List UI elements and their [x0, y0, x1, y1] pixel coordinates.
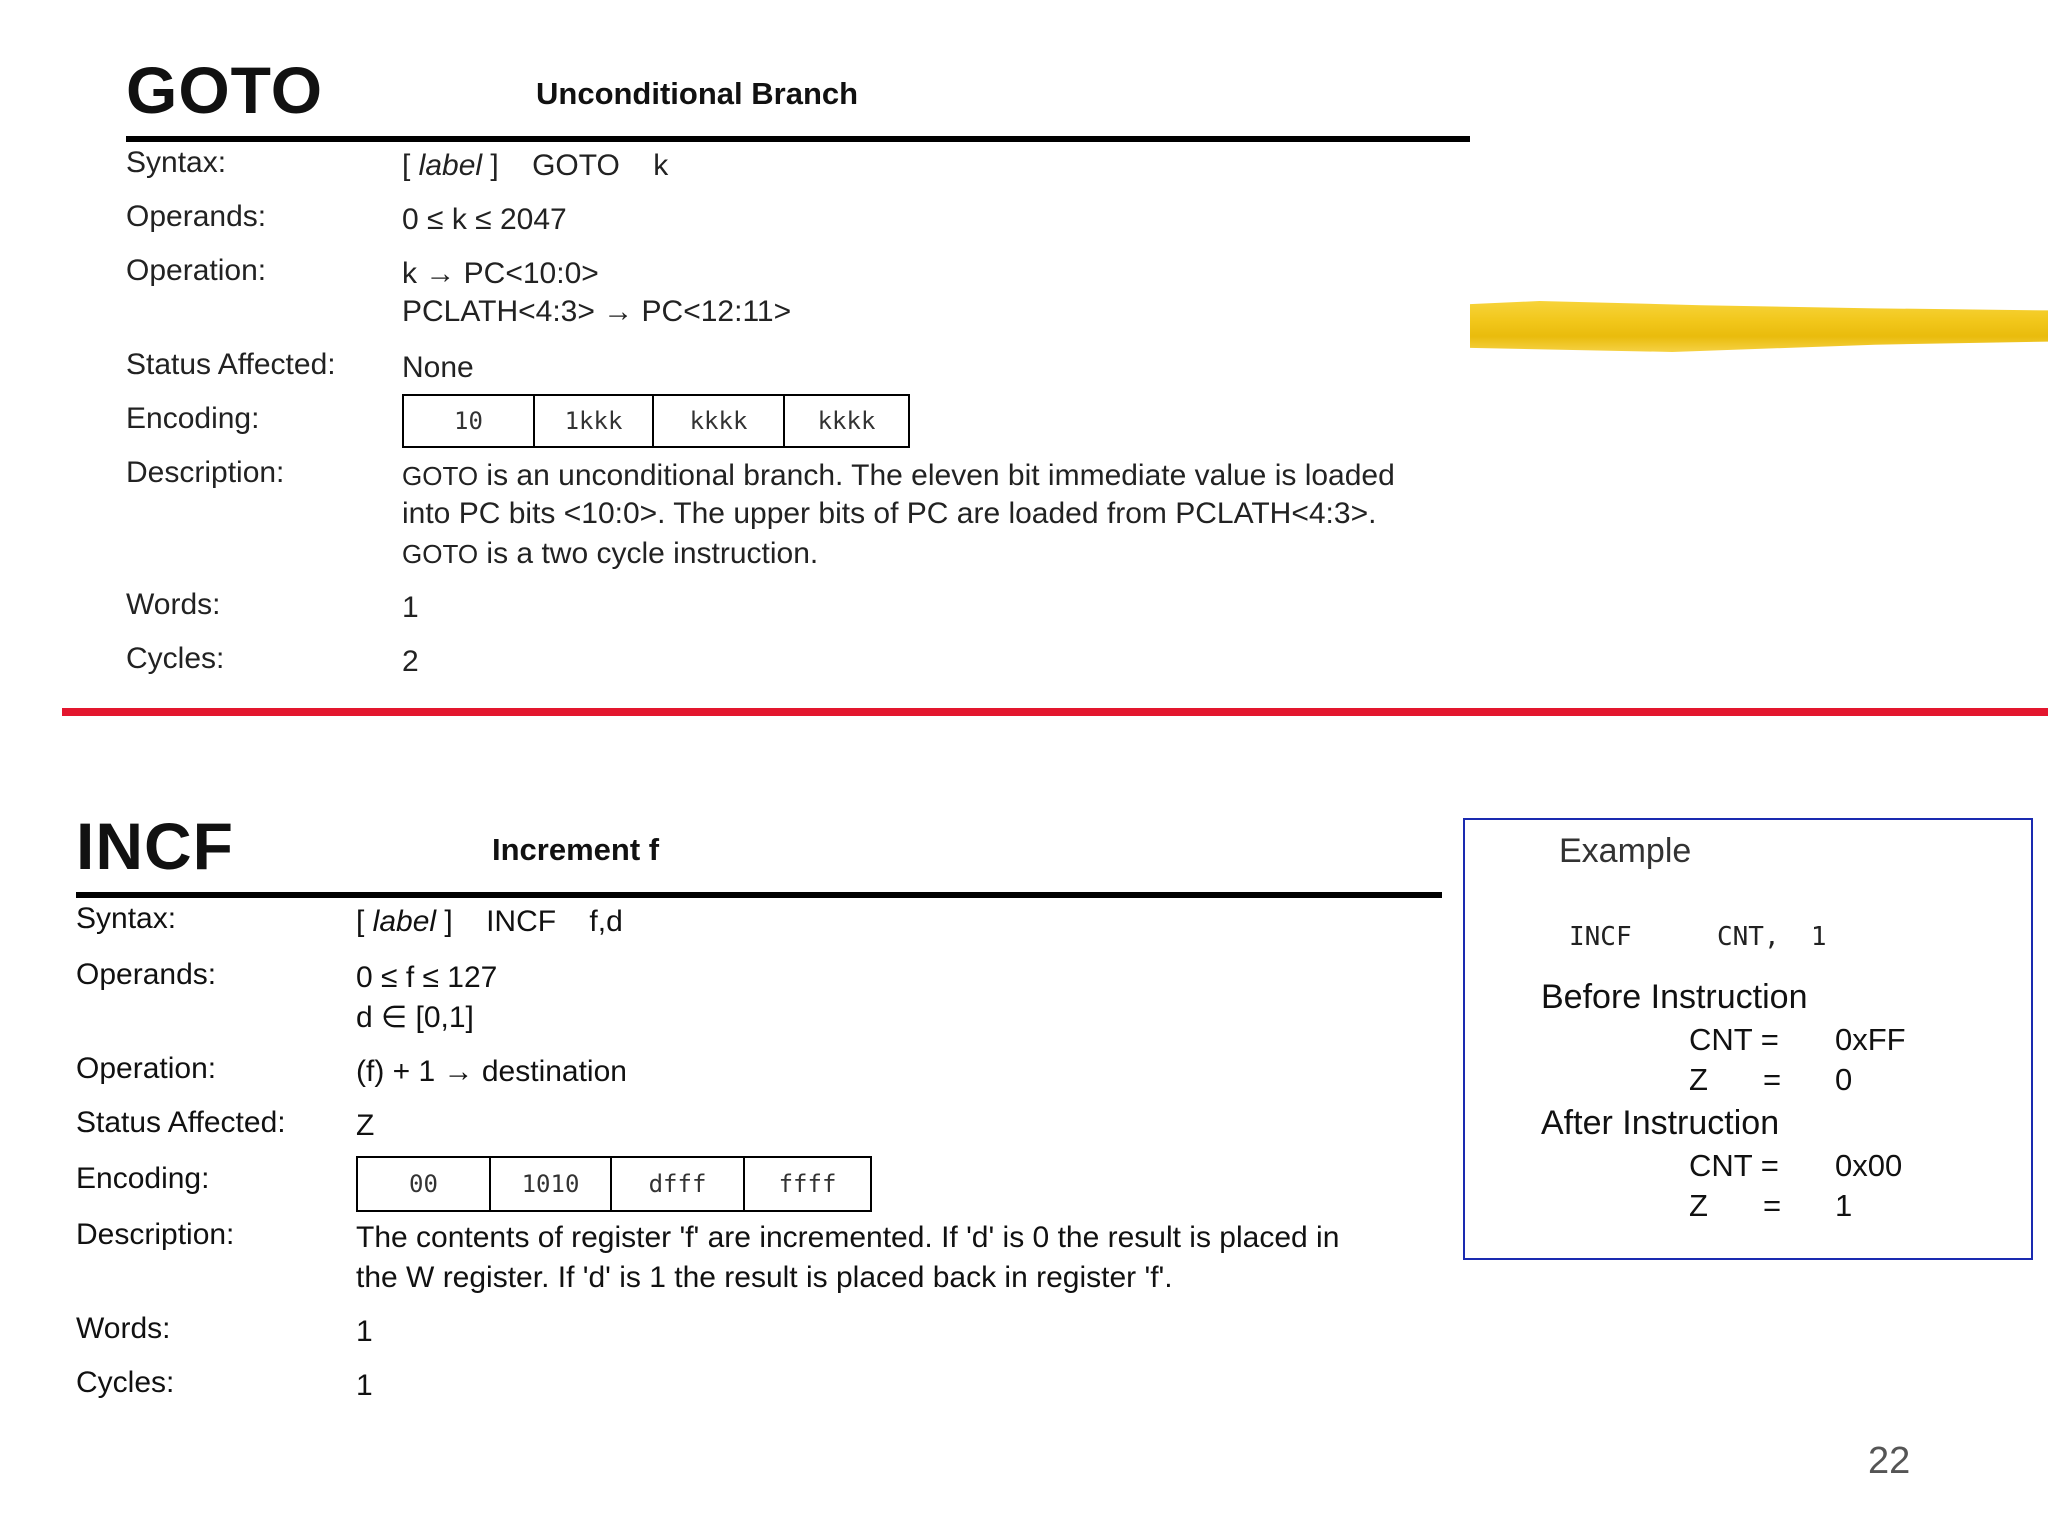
goto-description-label: Description:	[126, 456, 285, 489]
example-before-cnt-label: CNT =	[1689, 1022, 1779, 1057]
example-title: Example	[1559, 832, 1692, 870]
page-number: 22	[1868, 1440, 1911, 1482]
incf-header-rule	[76, 892, 1442, 898]
goto-description-text: is an unconditional branch. The eleven bit immediate value is loaded	[478, 459, 1395, 492]
incf-description-line1: The contents of register 'f' are incremented. If 'd' is 0 the result is placed in	[356, 1221, 1340, 1254]
goto-description-line1	[402, 456, 1395, 496]
incf-subtitle: Increment f	[492, 832, 660, 867]
goto-operation-line1: k → PC<10:0>	[402, 257, 599, 290]
example-box	[1463, 818, 2033, 1260]
goto-encoding-label: Encoding:	[126, 402, 260, 435]
incf-status-label: Status Affected:	[76, 1106, 286, 1139]
incf-encoding-cell: 00	[358, 1158, 491, 1210]
goto-mnemonic: GOTO	[126, 53, 324, 127]
incf-description-label: Description:	[76, 1218, 235, 1251]
example-after-z-value: 1	[1835, 1188, 1853, 1223]
incf-encoding-label: Encoding:	[76, 1162, 210, 1195]
incf-operands-label: Operands:	[76, 958, 217, 991]
incf-words-value: 1	[356, 1315, 373, 1348]
goto-header-rule	[126, 136, 1470, 142]
example-before-z-value: 0	[1835, 1062, 1853, 1097]
goto-description-keyword: GOTO	[402, 539, 479, 569]
goto-encoding-table	[402, 394, 910, 448]
goto-cycles-label: Cycles:	[126, 642, 225, 675]
example-after-z-label: Z	[1689, 1188, 1708, 1223]
example-instruction-op: INCF	[1569, 922, 1632, 952]
goto-description-line2: into PC bits <10:0>. The upper bits of PC are loaded from PCLATH<4:3>.	[402, 497, 1377, 530]
goto-operands-label: Operands:	[126, 200, 267, 233]
incf-description-line2: the W register. If 'd' is 1 the result is placed back in register 'f'.	[356, 1261, 1173, 1294]
example-before-cnt-value: 0xFF	[1835, 1022, 1906, 1057]
goto-operation-label: Operation:	[126, 254, 267, 287]
incf-syntax-value	[356, 902, 623, 942]
example-before-heading: Before Instruction	[1541, 978, 1808, 1016]
goto-subtitle: Unconditional Branch	[536, 76, 859, 111]
example-after-heading: After Instruction	[1541, 1104, 1780, 1142]
incf-syntax-label-word: label	[372, 905, 437, 938]
incf-syntax-label: Syntax:	[76, 902, 177, 935]
goto-words-value: 1	[402, 591, 419, 624]
incf-encoding-cell: dfff	[612, 1158, 745, 1210]
goto-encoding-cell: kkkk	[817, 407, 876, 435]
example-after-cnt-label: CNT =	[1689, 1148, 1779, 1183]
goto-syntax-rest: ] GOTO k	[482, 149, 669, 182]
goto-status-label: Status Affected:	[126, 348, 336, 381]
example-before-z-eq: =	[1763, 1062, 1782, 1097]
goto-status-value: None	[402, 351, 474, 384]
incf-encoding-cell: ffff	[778, 1170, 837, 1198]
example-instruction-args: CNT, 1	[1717, 922, 1827, 952]
goto-syntax-label: Syntax:	[126, 146, 227, 179]
incf-mnemonic: INCF	[76, 809, 234, 883]
incf-operands-line1: 0 ≤ f ≤ 127	[356, 961, 498, 994]
incf-encoding-cell: 1010	[491, 1158, 612, 1210]
incf-syntax-bracket-open: [	[356, 905, 373, 938]
goto-description-text: is a two cycle instruction.	[478, 537, 819, 570]
section-divider	[62, 708, 2048, 716]
example-after-cnt-value: 0x00	[1835, 1148, 1903, 1183]
goto-encoding-cell: kkkk	[654, 396, 785, 446]
goto-encoding-cell: 10	[404, 396, 535, 446]
goto-cycles-value: 2	[402, 645, 419, 678]
highlighter-stroke	[1470, 300, 2048, 352]
goto-operation-line2: PCLATH<4:3> → PC<12:11>	[402, 295, 792, 328]
goto-description-keyword: GOTO	[402, 461, 479, 491]
incf-words-label: Words:	[76, 1312, 171, 1345]
goto-syntax-label-word: label	[418, 149, 483, 182]
incf-operands-line2: d ∈ [0,1]	[356, 1001, 474, 1034]
goto-description-line3	[402, 534, 818, 574]
goto-syntax-bracket-open: [	[402, 149, 419, 182]
incf-encoding-table	[356, 1156, 872, 1212]
example-after-z-eq: =	[1763, 1188, 1782, 1223]
example-before-z-label: Z	[1689, 1062, 1708, 1097]
goto-syntax-value	[402, 146, 668, 186]
incf-cycles-label: Cycles:	[76, 1366, 175, 1399]
incf-syntax-rest: ] INCF f,d	[436, 905, 623, 938]
incf-cycles-value: 1	[356, 1369, 373, 1402]
goto-encoding-cell: 1kkk	[535, 396, 654, 446]
goto-operands-value: 0 ≤ k ≤ 2047	[402, 203, 567, 236]
incf-status-value: Z	[356, 1109, 375, 1142]
goto-words-label: Words:	[126, 588, 221, 621]
incf-operation-label: Operation:	[76, 1052, 217, 1085]
incf-operation-value: (f) + 1 → destination	[356, 1055, 627, 1088]
